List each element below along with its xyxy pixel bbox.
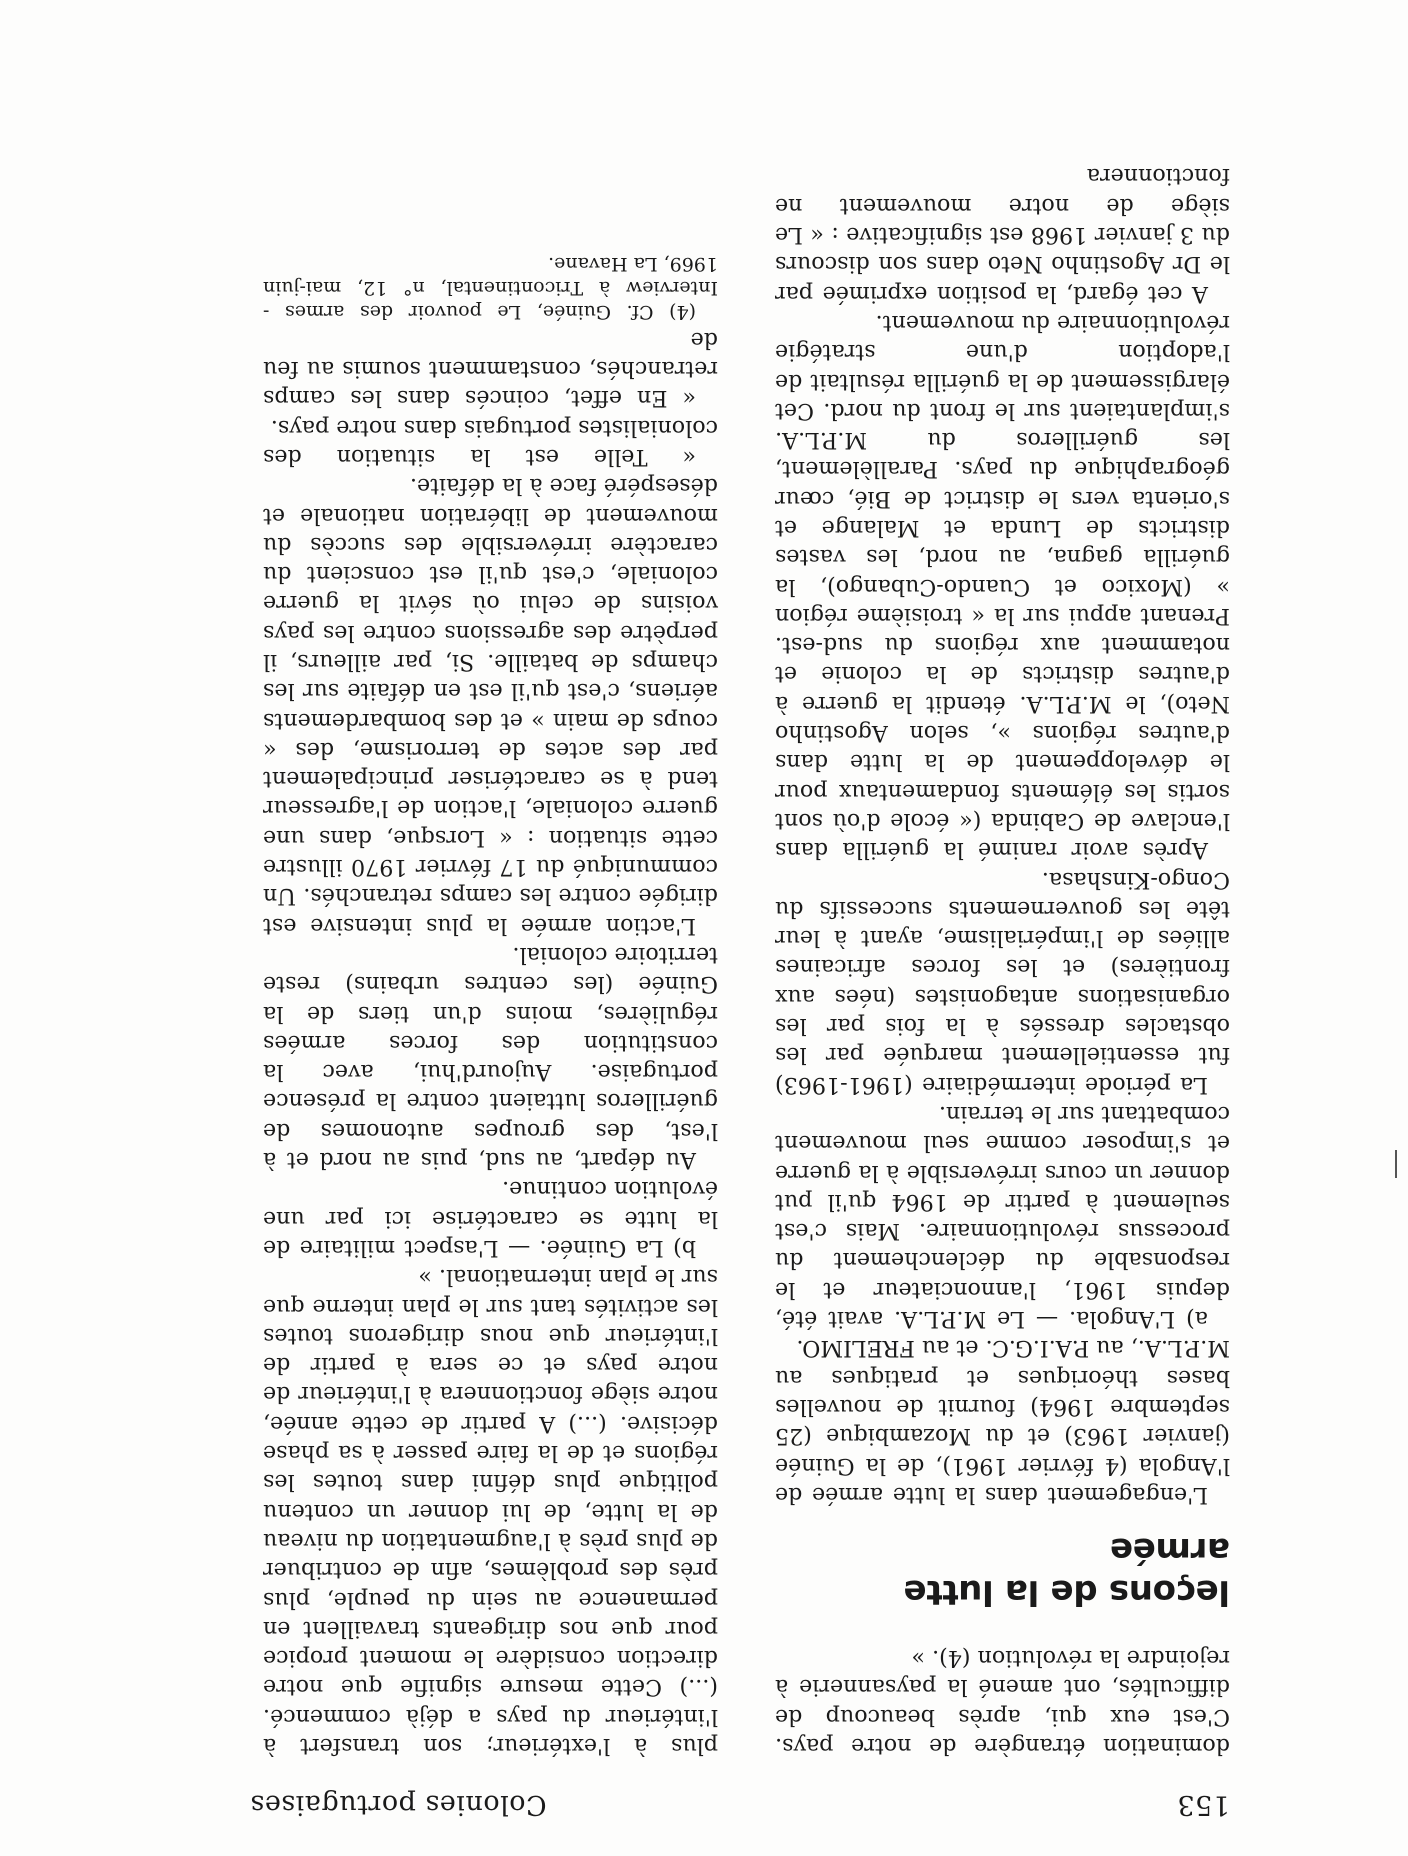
paragraph: a) L'Angola. — Le M.P.L.A. avait été, depuis 1961, l'annonciateur et le responsable du déclenchement du processus révolutionnaire. Mais c'est seulement à partir de 1964 qu'il put donner un cours irréversible à la guerre et s'imposer comme seul mouvement combattant sur le terrain. bbox=[775, 1100, 1230, 1333]
page-header bbox=[250, 1789, 1230, 1820]
paragraph: domination étrangère de notre pays. C'est eux qui, après beaucoup de difficultés, ont amené la paysannerie à rejoindre la révolution (4). » bbox=[775, 1645, 1230, 1759]
right-column bbox=[263, 252, 718, 1760]
running-title: Colonies portugaises bbox=[250, 1789, 547, 1820]
page-number: 153 bbox=[1176, 1789, 1230, 1820]
paragraph: « Telle est la situation des colonialistes portugais dans notre pays. bbox=[263, 414, 718, 470]
left-column bbox=[775, 161, 1230, 1760]
paragraph: A cet égard, la position exprimée par le Dr Agostinho Neto dans son discours du 3 janvier 1968 est significative : « Le siège de notre mouvement ne fonctionnera bbox=[775, 163, 1230, 307]
paragraph: b) La Guinée. — L'aspect militaire de la lutte se caractérise ici par une évolution continue. bbox=[263, 1176, 718, 1261]
paragraph: La période intermédiaire (1961-1963) fut essentiellement marquée par les obstacles dressés à la fois par les organisations antagonistes (nées aux frontières) et les forces africaines alliées de l'impérialisme, ayant à leur tête les gouvernements successifs du Congo-Kinshasa. bbox=[775, 866, 1230, 1098]
paragraph: Au départ, au sud, puis au nord et à l'est, des groupes autonomes de guérilleros luttaient contre la présence portugaise. Aujourd'hui, avec la constitution des forces armées régulières, moins d'un tiers de la Guinée (les centres urbains) reste territoire colonial. bbox=[263, 941, 718, 1174]
paragraph: « En effet, coincés dans les camps retranchés, constamment soumis au feu de bbox=[263, 326, 718, 412]
paragraph: L'engagement dans la lutte armée de l'Angola (4 février 1961), de la Guinée (janvier 1963) et du Mozambique (25 septembre 1964) fournit de nouvelles bases théoriques et pratiques au M.P.L.A., au P.A.I.G.C. et au FRELIMO. bbox=[775, 1335, 1230, 1508]
footnote: (4) Cf. Guinée, Le pouvoir des armes - Interview à Tricontinental, n° 12, mai-juin 1969, La Havane. bbox=[263, 253, 718, 324]
section-heading: leçons de la lutte armée bbox=[903, 1529, 1230, 1612]
paragraph: plus à l'extérieur; son transfert à l'intérieur du pays a déjà commencé. (...) Cette mesure signifie que notre direction considère le moment propice pour que nos dirigeants travaillent en permanence au sein du peuple, plus près des problèmes, afin de contribuer de plus près à l'augmentation du niveau de la lutte, de lui donner un contenu politique plus défini dans toutes les régions et de la faire passer à sa phase décisive. (...) A partir de cette année, notre siège fonctionnera à l'intérieur de notre pays et ce sera à partir de l'intérieur que nous dirigerons toutes les activités tant sur le plan interne que sur le plan international. » bbox=[263, 1264, 718, 1759]
paragraph: Après avoir ranimé la guérilla dans l'enclave de Cabinda (« école d'où sont sortis les éléments fondamentaux pour le développement de la lutte dans d'autres régions », selon Agostinho Neto), le M.P.L.A. étendit la guerre à d'autres districts de la colonie et notamment aux régions du sud-est. Prenant appui sur la « troisième région » (Moxico et Cuando-Cubango), la guérilla gagna, au nord, les vastes districts de Lunda et Malange et s'orienta vers le district de Bié, cœur géographique du pays. Parallèlement, les guérilleros du M.P.L.A. s'implantaient sur le front du nord. Cet élargissement de la guérilla résultait de l'adoption d'une stratégie révolutionnaire du mouvement. bbox=[775, 309, 1230, 864]
paragraph: L'action armée la plus intensive est dirigée contre les camps retranchés. Un communiqué du 17 février 1970 illustre cette situation : « Lorsque, dans une guerre coloniale, l'action de l'agresseur tend à se caractériser principalement par des actes de terrorisme, des « coups de main » et des bombardements aériens, c'est qu'il est en défaite sur les champs de bataille. Si, par ailleurs, il perpètre des agressions contre les pays voisins de celui où sévit la guerre coloniale, c'est qu'il est conscient du caractère irréversible des succès du mouvement de libération nationale et désespéré face à la défaite. bbox=[263, 473, 718, 939]
scan-edge-mark bbox=[1395, 1150, 1397, 1178]
